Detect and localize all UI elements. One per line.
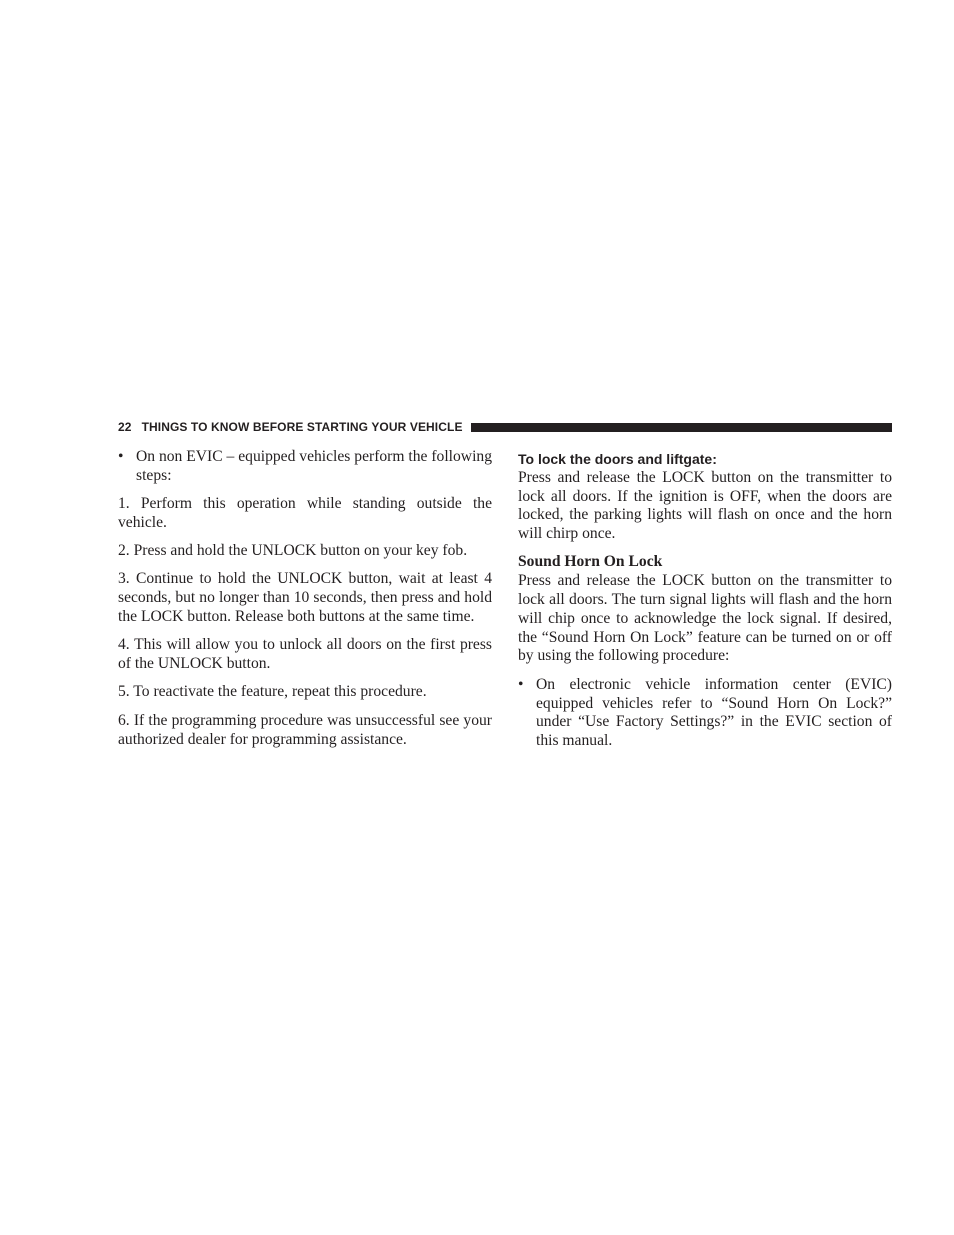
step-5: 5. To reactivate the feature, repeat this procedure. bbox=[118, 683, 427, 701]
lock-section bbox=[518, 450, 892, 544]
page-header bbox=[118, 419, 892, 435]
step-6: 6. If the programming procedure was unsuccessful see your authorized dealer for programming assistance. bbox=[118, 711, 492, 748]
bullet-text: On non EVIC – equipped vehicles perform the following steps: bbox=[136, 448, 492, 484]
section-title: THINGS TO KNOW BEFORE STARTING YOUR VEHICLE bbox=[141, 420, 463, 434]
horn-section bbox=[518, 553, 892, 666]
step-2: 2. Press and hold the UNLOCK button on your key fob. bbox=[118, 542, 468, 560]
lock-text: Press and release the LOCK button on the transmitter to lock all doors. If the ignition is OFF, when the doors are locked, the parking lights will flash on once and the horn will chirp once. bbox=[518, 468, 892, 543]
step-1: 1. Perform this operation while standing outside the vehicle. bbox=[118, 495, 492, 531]
page-number: 22 bbox=[118, 420, 132, 434]
horn-heading: Sound Horn On Lock bbox=[518, 553, 663, 571]
right-column bbox=[518, 450, 892, 760]
bullet-item bbox=[518, 676, 892, 751]
bullet-icon: • bbox=[118, 448, 124, 465]
bullet-item bbox=[118, 448, 492, 486]
step-3: 3. Continue to hold the UNLOCK button, wait at least 4 seconds, but no longer than 10 seconds, then press and hold the LOCK button. Release both buttons at the same time. bbox=[118, 570, 492, 626]
step-4: 4. This will allow you to unlock all doors on the first press of the UNLOCK button. bbox=[118, 636, 492, 673]
bullet-icon: • bbox=[518, 675, 524, 693]
horn-text: Press and release the LOCK button on the transmitter to lock all doors. The turn signal lights will flash and the horn will chip once to acknowledge the lock signal. If desired, the “Sound Horn On Lock” feature can be turned on or off by using the following procedure: bbox=[518, 572, 892, 665]
header-rule bbox=[471, 423, 892, 432]
bullet-text: On electronic vehicle information center (EVIC) equipped vehicles refer to “Sound Horn On Lock?” under “Use Factory Settings?” in the EVIC section of this manual. bbox=[536, 675, 892, 750]
lock-heading: To lock the doors and liftgate: bbox=[518, 451, 717, 467]
left-column bbox=[118, 448, 492, 759]
